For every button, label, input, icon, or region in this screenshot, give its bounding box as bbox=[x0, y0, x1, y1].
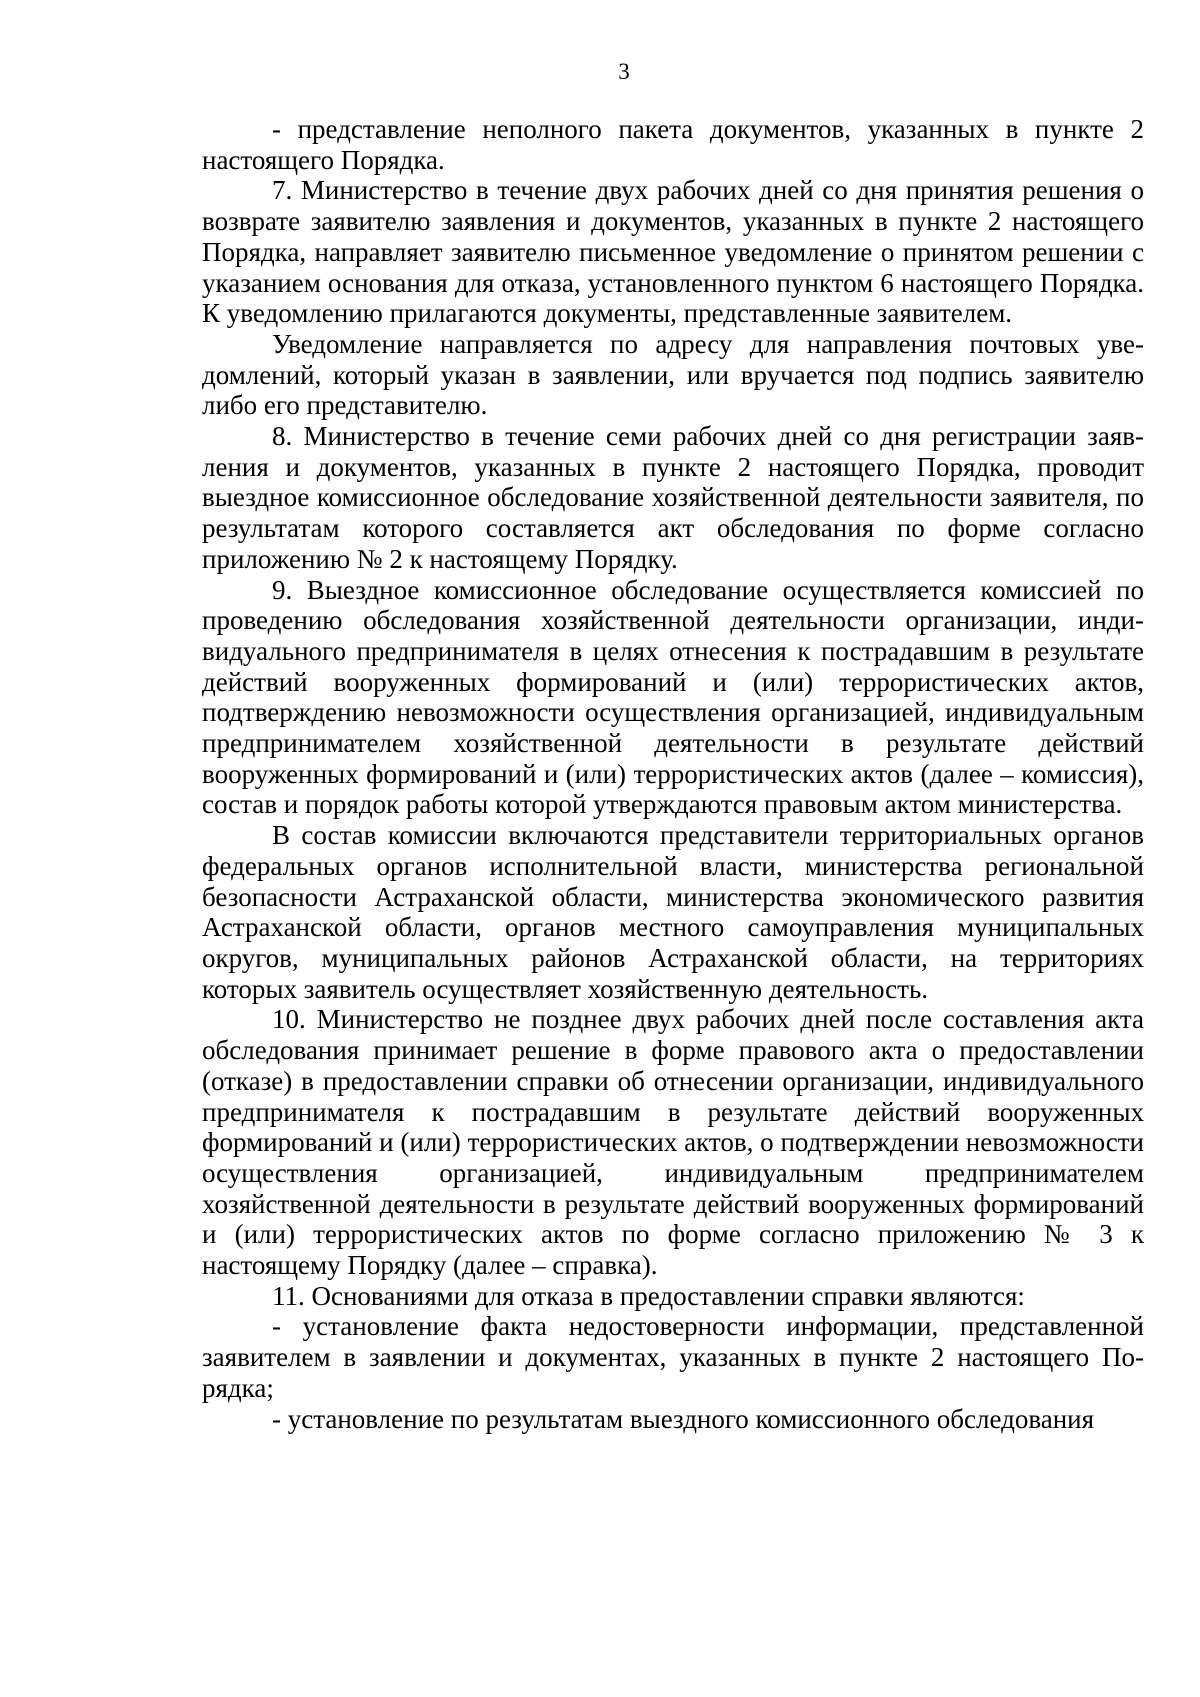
paragraph-item-10: 10. Министерство не позднее двух рабочих дней после составления акта обследования принимает решение в форме правового акта о предоставлении (отказе) в предоставлении справки об отнесении организации, индивидуального предпринимателя к пострадавшим в результате действий вооруженных формирований и (или) террористических актов, о подтверждении невозможности осуществления организацией, индивидуальным предпринимателем хозяйственной деятельности в результате действий вооруженных формирований и (или) террористических актов по форме согласно приложению № 3 к настоящему Порядку (далее – справка). bbox=[202, 1004, 1144, 1281]
document-body bbox=[202, 114, 1144, 1434]
paragraph-notification-delivery: Уведомление направляется по адресу для направления почтовых уведомлений, который указан в заявлении, или вручается под подпись заявителю либо его представителю. bbox=[202, 328, 1144, 421]
paragraph-item-7: 7. Министерство в течение двух рабочих дней со дня принятия решения о возврате заявителю заявления и документов, указанных в пункте 2 настоящего Порядка, направляет заявителю письменное уведомление о принятом решении с указанием основания для отказа, установленного пунктом 6 настоящего Порядка. К уведомлению прилагаются документы, представленные заявителем. bbox=[202, 175, 1144, 329]
paragraph-incomplete-package: - представление неполного пакета документов, указанных в пункте 2 настоящего Порядка. bbox=[202, 114, 1144, 175]
paragraph-commission-composition: В состав комиссии включаются представители территориальных органов федеральных органов исполнительной власти, министерства региональной безопасности Астраханской области, министерства экономического развития Астраханской области, органов местного самоуправления муниципальных округов, муниципальных районов Астраханской области, на территориях которых заявитель осуществляет хозяйственную деятельность. bbox=[202, 820, 1144, 1004]
paragraph-item-8: 8. Министерство в течение семи рабочих дней со дня регистрации заявления и документов, указанных в пункте 2 настоящего Порядка, проводит выездное комиссионное обследование хозяйственной деятельности заявителя, по результатам которого составляется акт обследования по форме согласно приложению № 2 к настоящему Порядку. bbox=[202, 421, 1144, 574]
page-number: 3 bbox=[618, 59, 630, 84]
paragraph-refusal-reason-2: - установление по результатам выездного комиссионного обследования bbox=[272, 1403, 1095, 1434]
paragraph-item-11: 11. Основаниями для отказа в предоставлении справки являются: bbox=[272, 1280, 1025, 1311]
paragraph-refusal-reason-1: - установление факта недостоверности информации, представленной заявителем в заявлении и документах, указанных в пункте 2 настоящего Порядка; bbox=[202, 1311, 1144, 1403]
paragraph-item-9: 9. Выездное комиссионное обследование осуществляется комиссией по проведению обследования хозяйственной деятельности организации, индивидуального предпринимателя в целях отнесения к пострадавшим в результате действий вооруженных формирований и (или) террористических актов, подтверждению невозможности осуществления организацией, индивидуальным предпринимателем хозяйственной деятельности в результате действий вооруженных формирований и (или) террористических актов (далее – комиссия), состав и порядок работы которой утверждаются правовым актом министерства. bbox=[202, 574, 1144, 820]
